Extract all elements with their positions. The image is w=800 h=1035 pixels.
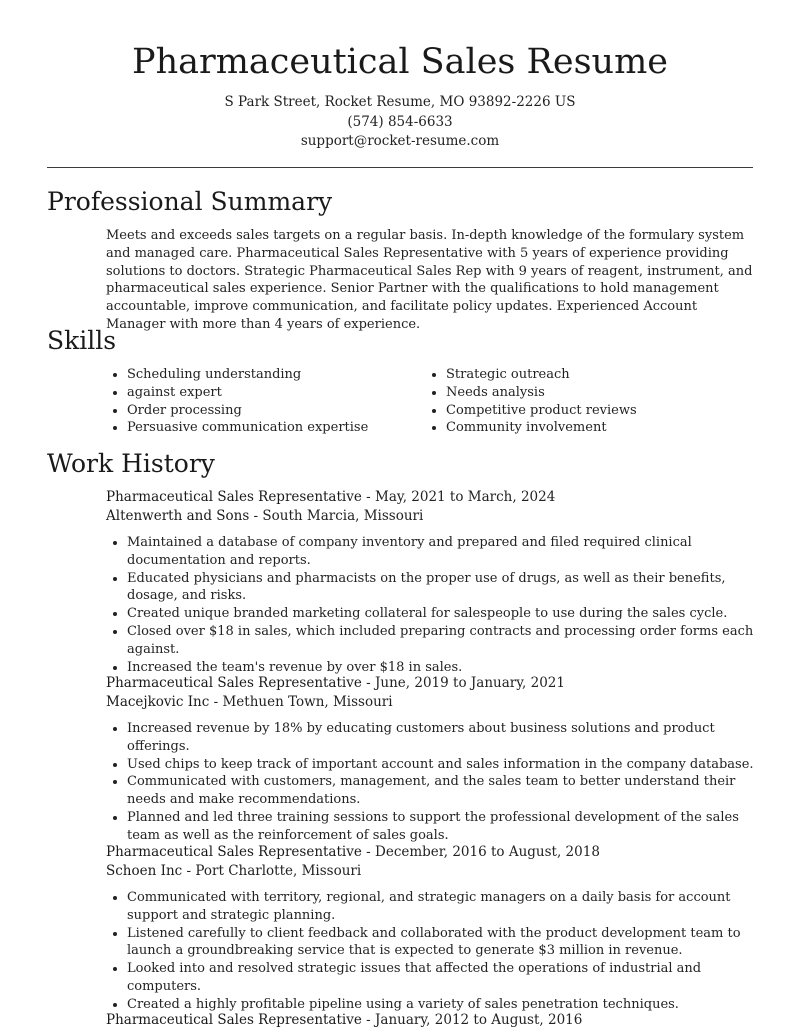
job-location: Methuen Town, Missouri [222,694,393,710]
job-bullet-list [106,720,756,845]
job-bullet-list [106,889,756,1014]
job-bullet: • Planned and led three training sessions to support the professional development of the sales team as well as the reinforcement of sales goals. [127,809,756,845]
job-company-line: Altenwerth and Sons - South Marcia, Missouri [106,508,424,524]
contact-phone: (574) 854-6633 [347,113,453,130]
job-company: Macejkovic Inc [106,694,210,710]
job-entry [106,488,756,676]
job-company: Altenwerth and Sons [106,508,250,524]
job-company-line: Schoen Inc - Port Charlotte, Missouri [106,863,362,879]
job-bullet: • Closed over $18 in sales, which included preparing contracts and processing order forms each against. [127,623,756,659]
job-entry [106,1011,756,1030]
job-bullet: • Communicated with territory, regional, and strategic managers on a daily basis for account support and strategic planning. [127,889,756,925]
skill-item: • Order processing [127,402,406,420]
header-divider [47,167,753,168]
job-bullet: • Looked into and resolved strategic issues that affected the operations of industrial and computers. [127,960,756,996]
skills-column-left [106,366,406,437]
contact-address: S Park Street, Rocket Resume, MO 93892-2226 US [224,94,576,110]
job-entry [106,843,756,1014]
skill-item: • Needs analysis [446,384,745,402]
job-bullet: • Educated physicians and pharmacists on the proper use of drugs, as well as their benefits, dosage, and risks. [127,570,756,606]
job-bullet: • Maintained a database of company inventory and prepared and filed required clinical documentation and reports. [127,534,756,570]
skill-item: • against expert [127,384,406,402]
job-title-line: Pharmaceutical Sales Representative - December, 2016 to August, 2018 [106,844,600,860]
work-history-heading: Work History [47,449,215,478]
job-role: Pharmaceutical Sales Representative [106,675,362,691]
job-dates: December, 2016 to August, 2018 [375,844,600,860]
job-bullet: • Used chips to keep track of important account and sales information in the company database. [127,756,756,774]
job-dates: January, 2012 to August, 2016 [375,1012,583,1028]
job-title-line: Pharmaceutical Sales Representative - January, 2012 to August, 2016 [106,1012,583,1028]
job-bullet: • Increased the team's revenue by over $18 in sales. [127,659,756,677]
job-location: South Marcia, Missouri [262,508,424,524]
job-bullet: • Communicated with customers, management, and the sales team to better understand their needs and make recommendations. [127,773,756,809]
job-role: Pharmaceutical Sales Representative [106,1012,362,1028]
job-title-line: Pharmaceutical Sales Representative - June, 2019 to January, 2021 [106,675,565,691]
skills-heading: Skills [47,326,117,355]
job-bullet: • Increased revenue by 18% by educating customers about business solutions and product offerings. [127,720,756,756]
resume-header [0,0,800,152]
job-company: Schoen Inc [106,863,183,879]
job-company-line: Macejkovic Inc - Methuen Town, Missouri [106,694,393,710]
skill-item: • Strategic outreach [446,366,745,384]
job-bullet: • Created a highly profitable pipeline using a variety of sales penetration techniques. [127,996,756,1014]
summary-text: Meets and exceeds sales targets on a regular basis. In-depth knowledge of the formulary system and managed care. Pharmaceutical Sales Representative with 5 years of experience providing solutions to doctors. Strategic Pharmaceutical Sales Rep with 9 years of reagent, instrument, and pharmaceutical sales experience. Senior Partner with the qualifications to hold management accountable, improve communication, and facilitate policy updates. Experienced Account Manager with more than 4 years of experience. [106,228,753,332]
job-location: Port Charlotte, Missouri [195,863,362,879]
skill-item: • Persuasive communication expertise [127,419,406,437]
job-entry [106,674,756,845]
job-dates: May, 2021 to March, 2024 [375,489,556,505]
job-title-line: Pharmaceutical Sales Representative - May, 2021 to March, 2024 [106,489,556,505]
contact-email: support@rocket-resume.com [300,133,500,149]
job-dates: June, 2019 to January, 2021 [375,675,565,691]
skill-item: • Scheduling understanding [127,366,406,384]
job-role: Pharmaceutical Sales Representative [106,489,362,505]
job-bullet: • Listened carefully to client feedback and collaborated with the product development team to launch a groundbreaking service that is expected to generate $3 million in revenue. [127,925,756,961]
skill-item: • Competitive product reviews [446,402,745,420]
resume-title: Pharmaceutical Sales Resume [132,42,668,82]
job-bullet-list [106,534,756,676]
skills-column-right [425,366,745,437]
summary-heading: Professional Summary [47,187,333,216]
job-bullet: • Created unique branded marketing collateral for salespeople to use during the sales cycle. [127,605,756,623]
contact-block [0,93,800,152]
job-role: Pharmaceutical Sales Representative [106,844,362,860]
skill-item: • Community involvement [446,419,745,437]
